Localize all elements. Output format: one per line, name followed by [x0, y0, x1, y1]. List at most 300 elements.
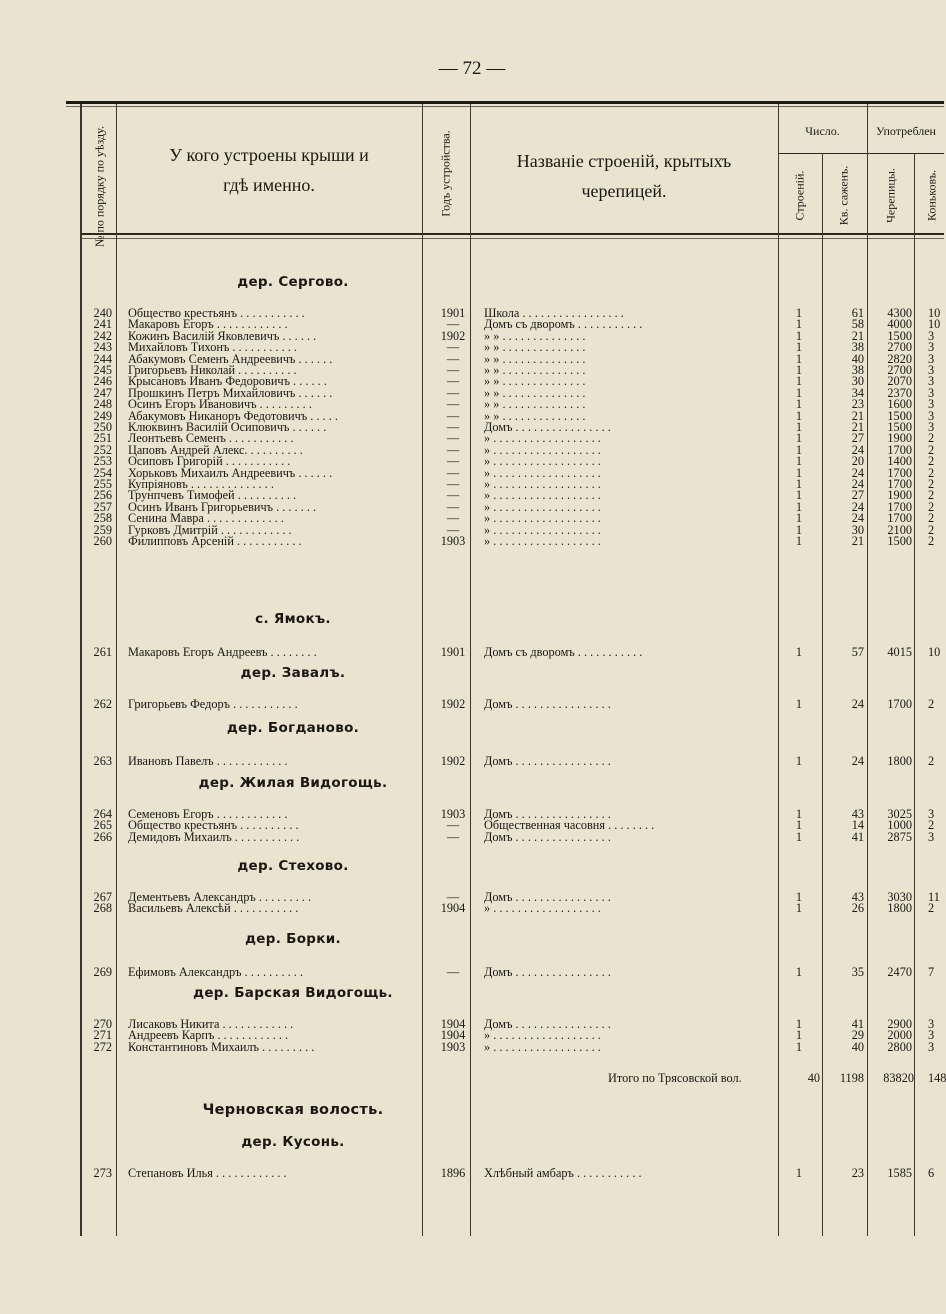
cell-num: 261: [93, 645, 112, 659]
cell-ridge: 10: [928, 645, 941, 659]
cell-area: 21: [851, 420, 864, 434]
cell-ridge: 3: [928, 1017, 935, 1031]
cell-ridge: 7: [928, 965, 935, 979]
col-divider-building: [778, 104, 779, 1236]
cell-tiles: 2000: [887, 1028, 912, 1043]
cell-area: 26: [851, 901, 864, 916]
cell-num: 241: [93, 317, 112, 332]
cell-area: 27: [851, 431, 864, 446]
cell-cnt: 1: [795, 901, 803, 916]
cell-tiles: 1900: [887, 488, 912, 503]
cell-ridge: 2: [928, 697, 935, 711]
cell-num: 273: [93, 1166, 112, 1180]
cell-name: Григорьевъ Николай . . . . . . . . . .: [128, 363, 297, 377]
section-title: дер. Борки.: [245, 931, 341, 947]
cell-area: 21: [851, 408, 864, 423]
cell-bldg: Домъ . . . . . . . . . . . . . . . .: [484, 754, 611, 768]
table-row: [80, 1166, 944, 1180]
cell-ridge: 2: [928, 901, 935, 916]
cell-tiles: 1500: [887, 534, 912, 548]
cell-cnt: 1: [795, 754, 803, 768]
cell-year: —: [446, 420, 460, 434]
cell-ridge: 3: [928, 1039, 935, 1054]
col-divider-year: [470, 104, 471, 1236]
cell-year: 1904: [440, 1028, 466, 1043]
cell-area: 21: [851, 534, 864, 548]
cell-ridge: 6: [928, 1166, 935, 1180]
cell-tiles: 2700: [887, 363, 912, 377]
table-top-rule-thin: [66, 106, 944, 107]
table-row: [80, 645, 944, 659]
cell-bldg: » » . . . . . . . . . . . . . .: [484, 397, 586, 412]
cell-area: 21: [851, 328, 864, 343]
cell-area: 24: [851, 477, 864, 491]
section-title: дер. Сергово.: [237, 274, 349, 290]
cell-tiles: 2370: [887, 385, 912, 400]
cell-area: 24: [851, 442, 864, 457]
cell-bldg: Домъ . . . . . . . . . . . . . . . .: [484, 807, 611, 821]
cell-year: —: [446, 522, 460, 537]
cell-year: —: [446, 431, 460, 446]
cell-cnt: 1: [795, 328, 803, 343]
cell-ridge: 3: [928, 829, 935, 844]
cell-tiles: 1585: [887, 1166, 912, 1180]
cell-year: —: [446, 890, 460, 904]
cell-name: Дементьевъ Александръ . . . . . . . . .: [128, 890, 312, 904]
cell-bldg: Домъ . . . . . . . . . . . . . . . .: [484, 965, 611, 979]
header-col-year: Годъ устройства.: [438, 130, 453, 217]
cell-year: —: [446, 477, 460, 491]
cell-area: 30: [851, 522, 864, 537]
cell-name: Ивановъ Павелъ . . . . . . . . . . . .: [128, 754, 288, 768]
cell-tiles: 3025: [887, 807, 912, 821]
cell-tiles: 1700: [887, 465, 912, 480]
cell-tiles: 4000: [887, 317, 912, 332]
cell-bldg: Домъ съ дворомъ . . . . . . . . . . .: [484, 317, 643, 332]
cell-num: 263: [93, 754, 112, 768]
cell-ridge: 2: [928, 488, 935, 503]
cell-cnt: 1: [795, 420, 803, 434]
cell-num: 255: [93, 477, 112, 491]
cell-cnt: 1: [795, 397, 803, 412]
table-left-border: [80, 104, 82, 1236]
cell-cnt: 1: [795, 374, 803, 389]
cell-tiles: 2800: [887, 1039, 912, 1054]
cell-tiles: 1800: [887, 901, 912, 916]
table-row: [80, 901, 944, 915]
cell-ridge: 3: [928, 1028, 935, 1043]
cell-num: 270: [93, 1017, 112, 1031]
cell-cnt: 1: [795, 306, 803, 320]
header-col-building-line1: Названіе строеній, крытыхъ: [516, 151, 732, 171]
cell-area: 41: [851, 1017, 864, 1031]
cell-year: —: [446, 385, 460, 400]
total-label: Итого по Трясовской вол.: [608, 1071, 742, 1085]
cell-name: Осинъ Иванъ Григорьевичъ . . . . . . .: [128, 499, 317, 514]
cell-bldg: » . . . . . . . . . . . . . . . . . .: [484, 488, 601, 503]
cell-num: 248: [93, 397, 112, 412]
cell-bldg: » » . . . . . . . . . . . . . .: [484, 385, 586, 400]
cell-ridge: 3: [928, 420, 935, 434]
total-count: 40: [807, 1071, 820, 1085]
cell-bldg: Общественная часовня . . . . . . . .: [484, 818, 655, 833]
cell-num: 269: [93, 965, 112, 979]
cell-ridge: 11: [928, 890, 940, 904]
cell-ridge: 2: [928, 431, 935, 446]
cell-ridge: 3: [928, 363, 935, 377]
cell-name: Цаповъ Андрей Алекс. . . . . . . . . .: [128, 442, 303, 457]
cell-cnt: 1: [795, 511, 803, 526]
cell-bldg: Домъ . . . . . . . . . . . . . . . .: [484, 829, 611, 844]
cell-cnt: 1: [795, 465, 803, 480]
volost-title: Черновская волость.: [202, 1102, 384, 1118]
header-col-owner-line1: У кого устроены крыши и: [169, 145, 369, 165]
header-col-ridge: Коньковъ.: [924, 169, 939, 222]
table-top-rule: [66, 101, 944, 104]
cell-bldg: » . . . . . . . . . . . . . . . . . .: [484, 477, 601, 491]
cell-year: 1902: [440, 697, 466, 711]
cell-bldg: » . . . . . . . . . . . . . . . . . .: [484, 499, 601, 514]
cell-cnt: 1: [795, 442, 803, 457]
cell-name: Абакумовъ Никаноръ Федотовичъ . . . . .: [128, 408, 338, 423]
cell-bldg: » » . . . . . . . . . . . . . .: [484, 374, 586, 389]
cell-num: 243: [93, 340, 112, 355]
cell-cnt: 1: [795, 477, 803, 491]
cell-year: —: [446, 499, 460, 514]
cell-num: 259: [93, 522, 112, 537]
cell-name: Общество крестьянъ . . . . . . . . . . .: [128, 306, 305, 320]
cell-year: —: [446, 397, 460, 412]
cell-year: —: [446, 351, 460, 366]
cell-name: Степановъ Илья . . . . . . . . . . . .: [128, 1166, 287, 1180]
table-row: [80, 534, 944, 548]
cell-name: Ефимовъ Александръ . . . . . . . . . .: [128, 965, 303, 979]
cell-tiles: 2470: [887, 965, 912, 979]
cell-bldg: » . . . . . . . . . . . . . . . . . .: [484, 454, 601, 469]
header-col-owner-line2: гдѣ именно.: [223, 175, 315, 195]
cell-cnt: 1: [795, 1017, 803, 1031]
cell-area: 41: [851, 829, 864, 844]
cell-cnt: 1: [795, 829, 803, 844]
total-area: 1198: [839, 1071, 864, 1085]
total-ridge: 148: [928, 1071, 946, 1085]
cell-name: Клюквинъ Василій Осиповичъ . . . . . .: [128, 420, 327, 434]
header-col-owner: [118, 140, 420, 200]
cell-num: 264: [93, 807, 112, 821]
cell-num: 266: [93, 829, 112, 844]
cell-year: 1901: [440, 645, 466, 659]
cell-cnt: 1: [795, 408, 803, 423]
cell-area: 57: [851, 645, 864, 659]
cell-ridge: 3: [928, 340, 935, 355]
cell-area: 24: [851, 499, 864, 514]
cell-bldg: » . . . . . . . . . . . . . . . . . .: [484, 442, 601, 457]
cell-year: —: [446, 317, 460, 332]
cell-ridge: 10: [928, 317, 941, 332]
cell-cnt: 1: [795, 522, 803, 537]
cell-area: 40: [851, 1039, 864, 1054]
cell-bldg: » » . . . . . . . . . . . . . .: [484, 340, 586, 355]
cell-tiles: 1700: [887, 511, 912, 526]
cell-bldg: » » . . . . . . . . . . . . . .: [484, 408, 586, 423]
count-group-rule: [778, 153, 944, 154]
cell-num: 262: [93, 697, 112, 711]
cell-area: 40: [851, 351, 864, 366]
section-title: дер. Кусонь.: [241, 1134, 345, 1150]
cell-name: Лисаковъ Никита . . . . . . . . . . . .: [128, 1017, 294, 1031]
header-col-building: [472, 146, 776, 206]
cell-tiles: 2100: [887, 522, 912, 537]
cell-year: 1902: [440, 328, 466, 343]
cell-bldg: » . . . . . . . . . . . . . . . . . .: [484, 901, 601, 916]
cell-name: Гурковъ Дмитрій . . . . . . . . . . . .: [128, 522, 292, 537]
cell-name: Сенина Мавра . . . . . . . . . . . . .: [128, 511, 284, 526]
cell-bldg: » . . . . . . . . . . . . . . . . . .: [484, 522, 601, 537]
cell-cnt: 1: [795, 454, 803, 469]
cell-num: 258: [93, 511, 112, 526]
total-tiles: 83820: [883, 1071, 914, 1085]
cell-tiles: 2700: [887, 340, 912, 355]
cell-name: Купріяновъ . . . . . . . . . . . . . .: [128, 477, 274, 491]
cell-year: —: [446, 408, 460, 423]
section-title: дер. Стехово.: [237, 858, 349, 874]
header-col-buildings-count: Строеній.: [792, 170, 807, 221]
cell-year: —: [446, 454, 460, 469]
cell-year: 1903: [440, 807, 466, 821]
cell-num: 252: [93, 442, 112, 457]
cell-name: Андреевъ Карпъ . . . . . . . . . . . .: [128, 1028, 289, 1043]
section-title: дер. Богданово.: [226, 720, 360, 736]
cell-ridge: 2: [928, 442, 935, 457]
cell-year: 1902: [440, 754, 466, 768]
cell-ridge: 2: [928, 534, 935, 548]
cell-year: 1903: [440, 534, 466, 548]
cell-ridge: 2: [928, 454, 935, 469]
cell-num: 256: [93, 488, 112, 503]
cell-tiles: 4015: [887, 645, 912, 659]
cell-ridge: 3: [928, 351, 935, 366]
cell-bldg: » » . . . . . . . . . . . . . .: [484, 351, 586, 366]
cell-name: Абакумовъ Семенъ Андреевичъ . . . . . .: [128, 351, 333, 366]
table-row: [80, 754, 944, 768]
col-divider-area: [867, 104, 868, 1236]
cell-ridge: 3: [928, 397, 935, 412]
cell-area: 29: [851, 1028, 864, 1043]
header-col-building-line2: черепицей.: [581, 181, 667, 201]
cell-name: Крысановъ Иванъ Федоровичъ . . . . . .: [128, 374, 327, 389]
cell-ridge: 3: [928, 408, 935, 423]
cell-tiles: 2820: [887, 351, 912, 366]
cell-ridge: 10: [928, 306, 941, 320]
cell-area: 38: [851, 363, 864, 377]
cell-cnt: 1: [795, 965, 803, 979]
cell-name: Демидовъ Михаилъ . . . . . . . . . . .: [128, 829, 300, 844]
cell-name: Осиповъ Григорій . . . . . . . . . . .: [128, 454, 291, 469]
cell-cnt: 1: [795, 488, 803, 503]
cell-num: 242: [93, 328, 112, 343]
section-title: с. Ямокъ.: [255, 611, 331, 627]
cell-year: —: [446, 488, 460, 503]
cell-tiles: 3030: [887, 890, 912, 904]
cell-ridge: 2: [928, 465, 935, 480]
cell-tiles: 1700: [887, 442, 912, 457]
cell-num: 247: [93, 385, 112, 400]
cell-year: 1904: [440, 901, 466, 916]
cell-bldg: Домъ . . . . . . . . . . . . . . . .: [484, 697, 611, 711]
cell-area: 14: [851, 818, 864, 833]
cell-cnt: 1: [795, 499, 803, 514]
cell-year: —: [446, 818, 460, 833]
cell-tiles: 1500: [887, 420, 912, 434]
table-row: [80, 697, 944, 711]
header-bottom-rule: [80, 233, 944, 235]
cell-bldg: » . . . . . . . . . . . . . . . . . .: [484, 1039, 601, 1054]
cell-area: 35: [851, 965, 864, 979]
cell-tiles: 1400: [887, 454, 912, 469]
section-title: дер. Завалъ.: [240, 665, 346, 681]
cell-bldg: Домъ . . . . . . . . . . . . . . . .: [484, 890, 611, 904]
cell-name: Михайловъ Тихонъ . . . . . . . . . . .: [128, 340, 297, 355]
cell-area: 24: [851, 697, 864, 711]
cell-bldg: » . . . . . . . . . . . . . . . . . .: [484, 465, 601, 480]
cell-num: 272: [93, 1039, 112, 1054]
cell-tiles: 1700: [887, 477, 912, 491]
cell-bldg: Домъ . . . . . . . . . . . . . . . .: [484, 420, 611, 434]
cell-area: 58: [851, 317, 864, 332]
cell-bldg: » . . . . . . . . . . . . . . . . . .: [484, 431, 601, 446]
cell-tiles: 1800: [887, 754, 912, 768]
cell-name: Леонтьевъ Семенъ . . . . . . . . . . .: [128, 431, 294, 446]
cell-name: Трунпчевъ Тимофей . . . . . . . . . .: [128, 488, 297, 503]
cell-bldg: » . . . . . . . . . . . . . . . . . .: [484, 511, 601, 526]
cell-name: Общество крестьянъ . . . . . . . . . .: [128, 818, 299, 833]
cell-name: Васильевъ Алексѣй . . . . . . . . . . .: [128, 901, 299, 916]
cell-num: 271: [93, 1028, 112, 1043]
section-title: дер. Жилая Видогощь.: [198, 775, 388, 791]
cell-num: 268: [93, 901, 112, 916]
header-group-count: Число.: [805, 124, 840, 138]
cell-year: —: [446, 340, 460, 355]
cell-tiles: 1700: [887, 499, 912, 514]
cell-area: 43: [851, 807, 864, 821]
table-row: [80, 830, 944, 844]
cell-tiles: 4300: [887, 306, 912, 320]
cell-num: 245: [93, 363, 112, 377]
cell-area: 24: [851, 465, 864, 480]
cell-tiles: 1500: [887, 408, 912, 423]
cell-tiles: 1000: [887, 818, 912, 833]
cell-ridge: 3: [928, 374, 935, 389]
cell-num: 240: [93, 306, 112, 320]
cell-cnt: 1: [795, 351, 803, 366]
cell-name: Хорьковъ Михаилъ Андреевичъ . . . . . .: [128, 465, 333, 480]
cell-name: Осинъ Егоръ Ивановичъ . . . . . . . . .: [128, 397, 312, 412]
cell-area: 43: [851, 890, 864, 904]
cell-num: 267: [93, 890, 112, 904]
cell-year: —: [446, 374, 460, 389]
cell-bldg: » » . . . . . . . . . . . . . .: [484, 363, 586, 377]
cell-name: Константиновъ Михаилъ . . . . . . . . .: [128, 1039, 315, 1054]
cell-area: 34: [851, 385, 864, 400]
cell-year: 1896: [440, 1166, 466, 1180]
cell-ridge: 2: [928, 818, 935, 833]
cell-area: 38: [851, 340, 864, 355]
cell-num: 244: [93, 351, 112, 366]
cell-cnt: 1: [795, 534, 803, 548]
cell-num: 249: [93, 408, 112, 423]
cell-bldg: » . . . . . . . . . . . . . . . . . .: [484, 1028, 601, 1043]
cell-tiles: 1700: [887, 697, 912, 711]
cell-cnt: 1: [795, 363, 803, 377]
cell-year: —: [446, 363, 460, 377]
cell-ridge: 3: [928, 807, 935, 821]
cell-cnt: 1: [795, 431, 803, 446]
cell-ridge: 2: [928, 754, 935, 768]
cell-year: —: [446, 965, 460, 979]
cell-year: —: [446, 511, 460, 526]
cell-name: Прошкинъ Петръ Михайловичъ . . . . . .: [128, 385, 333, 400]
cell-bldg: » » . . . . . . . . . . . . . .: [484, 328, 586, 343]
cell-name: Кожинъ Василій Яковлевичъ . . . . . .: [128, 328, 317, 343]
cell-tiles: 1500: [887, 328, 912, 343]
cell-bldg: Хлѣбный амбаръ . . . . . . . . . . .: [484, 1166, 642, 1180]
cell-bldg: Домъ съ дворомъ . . . . . . . . . . .: [484, 645, 643, 659]
cell-cnt: 1: [795, 1039, 803, 1054]
cell-name: Макаровъ Егоръ Андреевъ . . . . . . . .: [128, 645, 317, 659]
header-group-used: Употреблен: [876, 124, 936, 138]
cell-num: 265: [93, 818, 112, 833]
cell-cnt: 1: [795, 807, 803, 821]
section-title: дер. Барская Видогощь.: [193, 985, 393, 1001]
cell-ridge: 3: [928, 328, 935, 343]
cell-num: 257: [93, 499, 112, 514]
cell-year: 1901: [440, 306, 466, 320]
cell-ridge: 3: [928, 385, 935, 400]
cell-area: 61: [851, 306, 864, 320]
cell-num: 246: [93, 374, 112, 389]
table-row: [80, 965, 944, 979]
cell-tiles: 1600: [887, 397, 912, 412]
page-number: — 72 —: [438, 58, 506, 79]
total-row: [80, 1071, 944, 1085]
cell-area: 20: [851, 454, 864, 469]
cell-area: 30: [851, 374, 864, 389]
cell-cnt: 1: [795, 645, 803, 659]
cell-bldg: Школа . . . . . . . . . . . . . . . . .: [484, 306, 624, 320]
cell-area: 24: [851, 511, 864, 526]
cell-num: 250: [93, 420, 112, 434]
cell-tiles: 2875: [887, 829, 912, 844]
cell-name: Семеновъ Егоръ . . . . . . . . . . . .: [128, 807, 288, 821]
cell-cnt: 1: [795, 818, 803, 833]
cell-ridge: 2: [928, 511, 935, 526]
cell-area: 24: [851, 754, 864, 768]
cell-name: Григорьевъ Федоръ . . . . . . . . . . .: [128, 697, 298, 711]
cell-cnt: 1: [795, 317, 803, 332]
cell-name: Макаровъ Егоръ . . . . . . . . . . . .: [128, 317, 288, 332]
cell-cnt: 1: [795, 340, 803, 355]
cell-year: —: [446, 465, 460, 480]
cell-cnt: 1: [795, 385, 803, 400]
cell-tiles: 2900: [887, 1017, 912, 1031]
header-col-area: Кв. саженъ.: [836, 165, 851, 226]
cell-year: 1903: [440, 1039, 466, 1054]
cell-ridge: 2: [928, 477, 935, 491]
cell-area: 23: [851, 1166, 864, 1180]
cell-cnt: 1: [795, 1166, 803, 1180]
cell-num: 253: [93, 454, 112, 469]
cell-cnt: 1: [795, 1028, 803, 1043]
